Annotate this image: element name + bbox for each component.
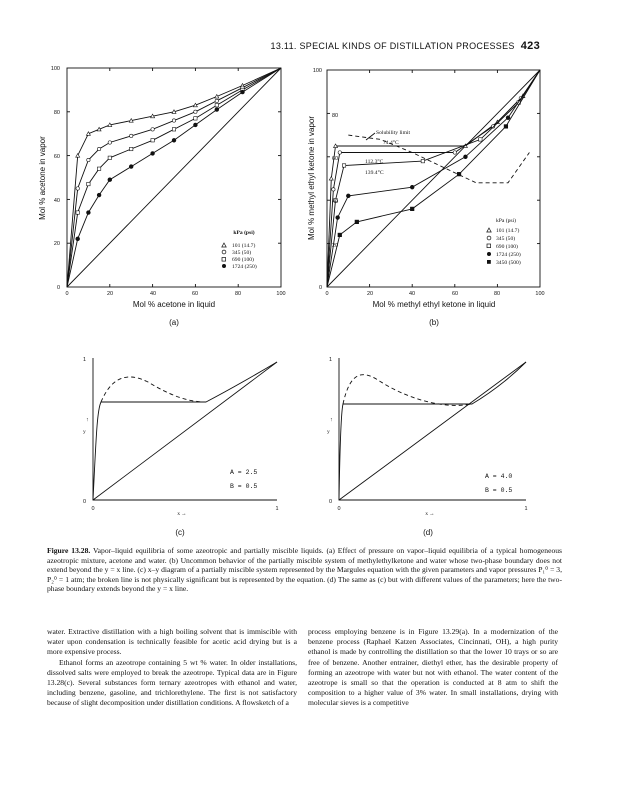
d-param-b: B = 0.5 — [485, 487, 513, 494]
d-arrow-right: → — [429, 511, 435, 517]
b-xtick-0: 0 — [325, 291, 329, 297]
b-xtick-60: 60 — [451, 291, 459, 297]
c-xtick-0: 0 — [91, 506, 95, 512]
data-point — [338, 151, 341, 154]
b-ytick-100: 100 — [312, 68, 322, 74]
caption-text: Vapor–liquid equilibria of some azeotropic and partially miscible liquids. (a) Effect of pressure on vapor–liquid equilibria of a typical homogeneous azeotropic mixture, acetone and water. (b) Uncommon behavior of the partially miscible system of methylethylketone and water whose two-phase boundary does not extend beyond the y = x line. (c) x–y diagram of a partially miscible system represented by the Margules equation with the given parameters and vapor pressures P₁⁰ = 3, P₂⁰ = 1 atm; the broken line is not physically significant but is represented by the equation. (d) The same as (c) but with different values of the parameters; here the two-phase boundary extends beyond the y = x line. — [47, 546, 562, 594]
b-xtick-40: 40 — [408, 291, 416, 297]
data-point — [241, 90, 245, 94]
data-point — [172, 128, 175, 131]
b-ytick-20: 20 — [332, 243, 339, 249]
section-title: 13.11. SPECIAL KINDS OF DISTILLATION PROCESSES — [270, 41, 515, 51]
a-xlabel: Mol % acetone in liquid — [132, 300, 216, 309]
data-point — [172, 138, 176, 142]
data-point — [108, 156, 111, 159]
b-solubility-pointer — [366, 133, 375, 140]
a-xtick-60: 60 — [191, 291, 199, 297]
b-legend — [487, 227, 521, 266]
page-number: 423 — [520, 40, 540, 52]
c-param-b: B = 0.5 — [230, 483, 258, 490]
b-ytick-40: 40 — [332, 199, 339, 205]
data-point — [332, 188, 335, 191]
data-point — [108, 178, 112, 182]
panel-c — [83, 357, 279, 537]
data-point — [194, 123, 198, 127]
data-point — [76, 187, 79, 190]
b-legend-4: 1724 (250) — [496, 252, 521, 258]
panel-d — [327, 357, 528, 537]
data-point — [410, 207, 414, 211]
data-point — [215, 99, 218, 102]
data-point — [355, 220, 359, 224]
a-ylabel: Mol % acetone in vapor — [38, 136, 47, 220]
data-point — [76, 211, 79, 214]
a-xtick-0: 0 — [65, 291, 69, 297]
panel-d-broken-curve — [343, 375, 472, 406]
triangle-icon — [222, 243, 226, 247]
data-point — [151, 139, 154, 142]
paragraph: process employing benzene is in Figure 13.29(a). In a modernization of the benzene process (Raphael Katzen Associates, Cincinnati, OH), a high purity ethanol is made by controlling the distillation so that the lower 10 trays or so are free of benzene. Another entrainer, diethyl ether, has the desirable property of forming an azeotrope with water but not with ethanol. The water content of the azeotrope is small so that the operation is conducted at 8 atm to shift the composition to a higher value of 3% water. In small installations, drying with molecular sieves is a competitive — [308, 627, 558, 708]
figure-caption — [47, 546, 562, 594]
filled-circle-icon — [487, 252, 491, 256]
data-point — [194, 110, 197, 113]
a-ytick-20: 20 — [53, 241, 60, 247]
data-point — [87, 158, 90, 161]
b-ytick-80: 80 — [332, 113, 339, 119]
b-legend-1: 101 (14.7) — [496, 228, 520, 234]
c-arrow-right: → — [181, 511, 187, 517]
data-point — [97, 147, 100, 150]
b-temp-3: 139.4°C — [365, 170, 384, 176]
a-ytick-40: 40 — [53, 198, 60, 204]
b-temp-1: 74.4°C — [383, 140, 399, 146]
c-yvar: y — [83, 429, 86, 435]
data-point — [215, 104, 218, 107]
data-point — [342, 164, 345, 167]
circle-icon — [487, 236, 491, 240]
b-xlabel: Mol % methyl ethyl ketone in liquid — [372, 300, 496, 309]
data-point — [172, 119, 175, 122]
a-legend-2: 345 (50) — [232, 250, 252, 256]
data-point — [329, 177, 333, 181]
c-ytick-1: 1 — [82, 357, 86, 363]
b-legend-2: 345 (50) — [496, 236, 516, 242]
data-point — [464, 155, 468, 159]
a-xtick-80: 80 — [234, 291, 242, 297]
data-point — [336, 216, 340, 220]
d-arrow-up: ↑ — [330, 417, 333, 423]
b-ylabel: Mol % methyl ethyl ketone in vapor — [307, 115, 316, 241]
b-temp-2: 112.3°C — [365, 159, 384, 165]
data-point — [97, 167, 100, 170]
data-point — [194, 117, 197, 120]
data-point — [108, 141, 111, 144]
body-column-left — [47, 627, 297, 709]
data-point — [130, 147, 133, 150]
data-point — [410, 185, 414, 189]
c-panel-label: (c) — [175, 528, 185, 537]
data-point — [129, 165, 133, 169]
b-ytick-0: 0 — [318, 285, 322, 291]
data-point — [338, 233, 342, 237]
d-ytick-1: 1 — [328, 357, 332, 363]
a-ytick-0: 0 — [56, 285, 60, 291]
b-ytick-60: 60 — [332, 156, 339, 162]
b-panel-label: (b) — [429, 318, 439, 327]
panel-b — [307, 68, 545, 327]
panel-c-diagonal — [93, 362, 277, 500]
a-legend-3: 690 (100) — [232, 257, 254, 263]
data-point — [215, 108, 219, 112]
paragraph: Ethanol forms an azeotrope containing 5 wt % water. In older installations, dissolved salts were employed to break the azeotrope. Typical data are in Figure 13.28(c). Several substances form ternary azeotropes with ethanol and water, including benzene, gasoline, and trichlorethylene. The first is not satisfactory because of slight decomposition under distillation conditions. A flowsketch of a — [47, 657, 297, 708]
panel-c-axes — [93, 358, 277, 500]
b-xtick-100: 100 — [535, 291, 545, 297]
body-column-right — [308, 627, 558, 709]
a-legend-1: 101 (14.7) — [232, 243, 256, 249]
data-point — [151, 152, 155, 156]
data-point — [506, 116, 510, 120]
data-point — [504, 125, 508, 129]
a-ytick-60: 60 — [53, 154, 60, 160]
c-ytick-0: 0 — [82, 499, 86, 505]
b-legend-5: 3450 (500) — [496, 260, 521, 266]
data-point — [87, 182, 90, 185]
b-xtick-20: 20 — [366, 291, 374, 297]
filled-circle-icon — [222, 264, 226, 268]
a-legend-4: 1724 (250) — [232, 264, 257, 270]
data-point — [76, 154, 80, 158]
a-xtick-20: 20 — [106, 291, 114, 297]
b-xtick-80: 80 — [493, 291, 501, 297]
caption-label: Figure 13.28. — [47, 546, 91, 555]
c-arrow-up: ↑ — [86, 417, 89, 423]
data-point — [130, 134, 133, 137]
a-legend-title: kPa (psi) — [233, 230, 255, 236]
b-solubility-label: Solubility limit — [376, 130, 411, 136]
a-xtick-40: 40 — [149, 291, 157, 297]
data-point — [151, 128, 154, 131]
data-point — [97, 193, 101, 197]
data-point — [346, 194, 350, 198]
circle-icon — [222, 250, 226, 254]
square-icon — [487, 244, 491, 248]
d-xtick-0: 0 — [337, 506, 341, 512]
square-icon — [222, 258, 226, 262]
d-xvar: x — [425, 511, 428, 517]
panel-a — [38, 66, 286, 327]
filled-square-icon — [487, 260, 491, 264]
data-point — [479, 138, 482, 141]
triangle-icon — [487, 228, 491, 232]
data-point — [421, 159, 424, 162]
d-ytick-0: 0 — [328, 499, 332, 505]
a-legend — [222, 242, 257, 270]
c-xtick-1: 1 — [275, 506, 279, 512]
d-panel-label: (d) — [423, 528, 433, 537]
d-param-a: A = 4.0 — [485, 473, 513, 480]
a-ytick-100: 100 — [50, 66, 60, 72]
c-xvar: x — [177, 511, 180, 517]
c-param-a: A = 2.5 — [230, 469, 258, 476]
d-xtick-1: 1 — [524, 506, 528, 512]
data-point — [453, 151, 456, 154]
a-panel-label: (a) — [169, 318, 179, 327]
b-legend-3: 690 (100) — [496, 244, 518, 250]
a-xtick-100: 100 — [276, 291, 286, 297]
a-ytick-80: 80 — [53, 110, 60, 116]
d-yvar: y — [327, 429, 330, 435]
data-point — [76, 237, 80, 241]
b-legend-title: kPa (psi) — [495, 218, 517, 224]
data-point — [87, 211, 91, 215]
panel-c-broken-curve — [101, 377, 206, 402]
paragraph: water. Extractive distillation with a high boiling solvent that is immiscible with water upon condensation is technically feasible for acetic acid drying but is a more expensive process. — [47, 627, 297, 657]
